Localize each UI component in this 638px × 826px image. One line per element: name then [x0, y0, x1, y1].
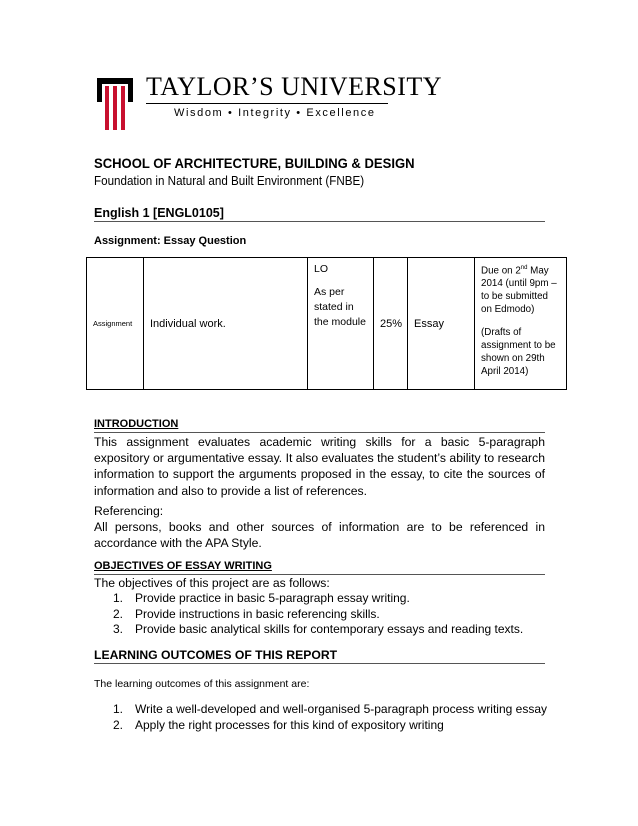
outcomes-heading: LEARNING OUTCOMES OF THIS REPORT — [94, 648, 338, 662]
lo-detail: As per stated in the module — [314, 286, 366, 328]
objectives-heading: OBJECTIVES OF ESSAY WRITING — [94, 560, 272, 572]
program-name: Foundation in Natural and Built Environment (FNBE) — [94, 174, 365, 188]
outcomes-intro: The learning outcomes of this assignment are: — [94, 678, 310, 690]
table-cell-due — [475, 258, 567, 390]
introduction-heading: INTRODUCTION — [94, 418, 179, 430]
objectives-list — [113, 591, 523, 638]
referencing-text: All persons, books and other sources of information are to be referenced in accordance with the APA Style. — [94, 520, 545, 551]
university-logo-icon — [97, 78, 133, 130]
referencing-label: Referencing: — [94, 504, 164, 518]
introduction-paragraph: This assignment evaluates academic writing skills for a basic 5-paragraph expository or argumentative essay. It also evaluates the student’s ability to research information to support the arguments proposed in the essay, to cite the sources of information and also to provide a list of references. — [94, 435, 545, 498]
assignment-table — [86, 257, 567, 390]
table-cell-assignment: Assignment — [87, 258, 144, 390]
objectives-divider — [94, 574, 545, 575]
table-cell-type: Essay — [408, 258, 475, 390]
outcomes-list — [113, 702, 547, 733]
list-item: 2. Apply the right processes for this kind of expository writing — [113, 717, 444, 732]
logo-divider — [146, 103, 388, 104]
introduction-text — [94, 434, 545, 499]
due-prefix: Due on 2 — [481, 265, 521, 277]
course-title: English 1 [ENGL0105] — [94, 206, 224, 220]
objectives-intro: The objectives of this project are as follows: — [94, 576, 330, 590]
list-item: 1. Provide practice in basic 5-paragraph essay writing. — [113, 591, 410, 605]
list-item: 2. Provide instructions in basic referencing skills. — [113, 606, 380, 621]
table-cell-work: Individual work. — [144, 258, 308, 390]
due-drafts: (Drafts of assignment to be shown on 29th April 2014) — [481, 327, 556, 378]
referencing-block — [94, 519, 545, 551]
course-divider — [94, 221, 545, 222]
table-row — [87, 258, 567, 390]
school-title: SCHOOL OF ARCHITECTURE, BUILDING & DESIGN — [94, 156, 415, 172]
table-cell-weight: 25% — [374, 258, 408, 390]
due-sup: nd — [520, 265, 528, 271]
table-cell-lo — [308, 258, 374, 390]
list-item: 1. Write a well-developed and well-organised 5-paragraph process writing essay — [113, 702, 547, 716]
lo-title: LO — [314, 263, 329, 275]
university-tagline: Wisdom • Integrity • Excellence — [174, 107, 376, 119]
university-name: TAYLOR’S UNIVERSITY — [146, 72, 443, 101]
outcomes-divider — [94, 663, 545, 664]
assignment-heading: Assignment: Essay Question — [94, 235, 247, 247]
due-rest: May 2014 (until 9pm – to be submitted on Edmodo) — [481, 265, 557, 316]
list-item: 3. Provide basic analytical skills for contemporary essays and reading texts. — [113, 622, 524, 636]
introduction-divider — [94, 432, 545, 433]
